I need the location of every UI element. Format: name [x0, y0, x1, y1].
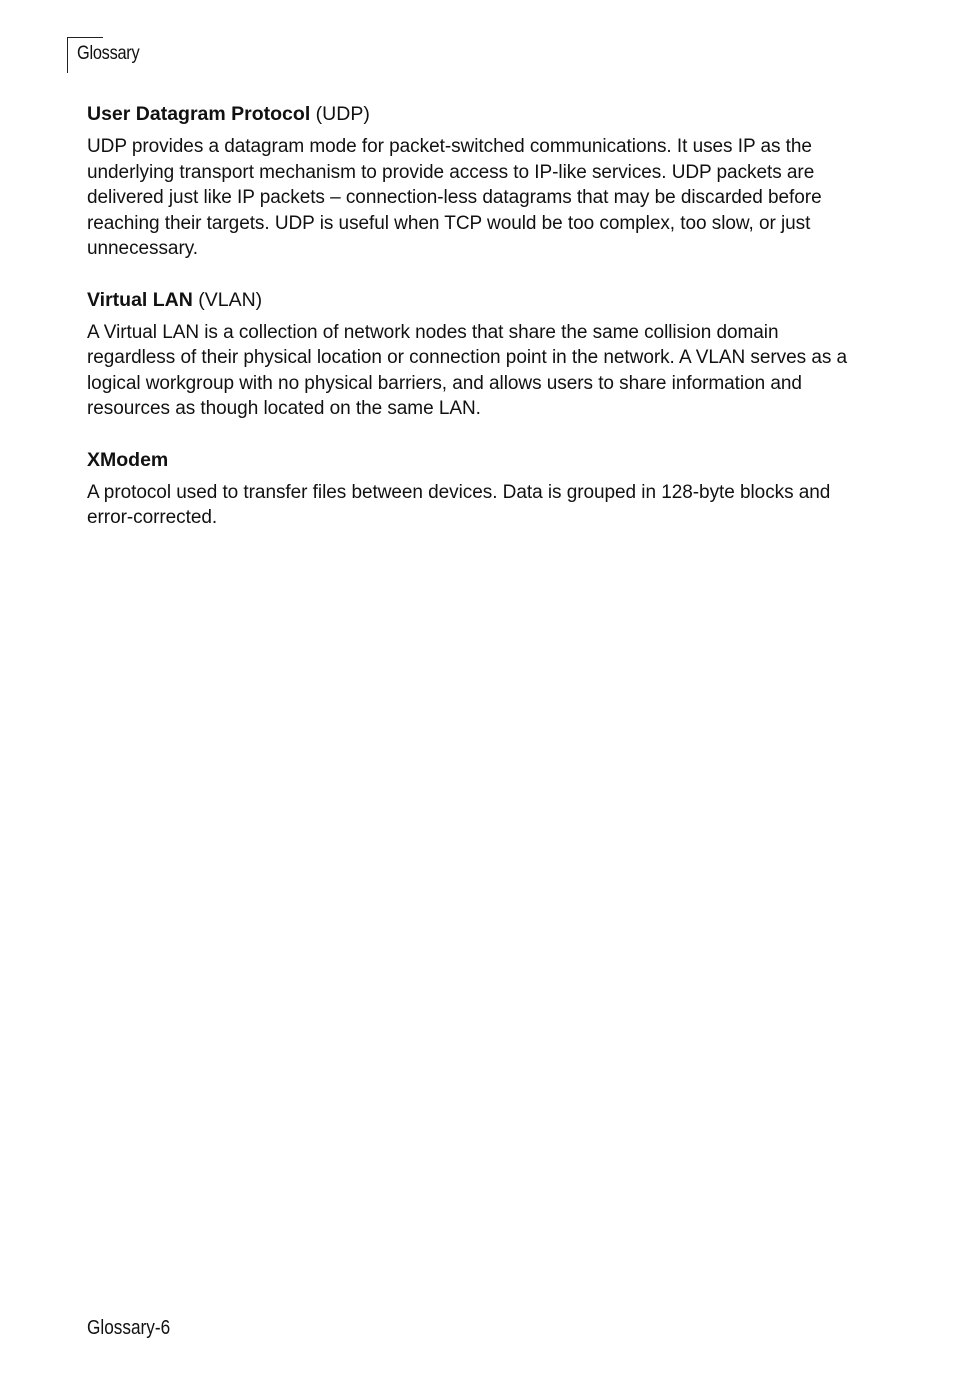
- term-definition: A Virtual LAN is a collection of network nodes that share the same collision domain regardless of their physical location or connection point in the network. A VLAN serves as a logical workgroup with no physical barriers, and allows users to share information and resources as though located on the same LAN.: [87, 321, 848, 419]
- term-abbreviation: (UDP): [315, 103, 370, 125]
- glossary-term: [87, 286, 857, 314]
- header-rule-horizontal: [67, 37, 103, 38]
- term-name: Virtual LAN: [87, 288, 193, 311]
- running-head: Glossary: [77, 43, 140, 64]
- glossary-term: [87, 446, 857, 474]
- term-abbreviation: (VLAN): [198, 288, 263, 311]
- glossary-entry-vlan: [87, 286, 857, 422]
- term-name: User Datagram Protocol: [87, 103, 311, 125]
- page-number: Glossary-6: [87, 1317, 171, 1339]
- glossary-entry-udp: [87, 100, 857, 262]
- glossary-term: [87, 100, 857, 128]
- term-definition: A protocol used to transfer files between devices. Data is grouped in 128-byte blocks and error-corrected.: [87, 481, 831, 528]
- header-rule-vertical: [67, 37, 68, 73]
- term-name: XModem: [87, 448, 169, 471]
- term-definition: UDP provides a datagram mode for packet-switched communications. It uses IP as the underlying transport mechanism to provide access to IP-like services. UDP packets are delivered just like IP packets – connection-less datagrams that may be discarded before reaching their targets. UDP is useful when TCP would be too complex, too slow, or just unnecessary.: [87, 136, 822, 259]
- glossary-content: [87, 100, 857, 555]
- glossary-entry-xmodem: [87, 446, 857, 531]
